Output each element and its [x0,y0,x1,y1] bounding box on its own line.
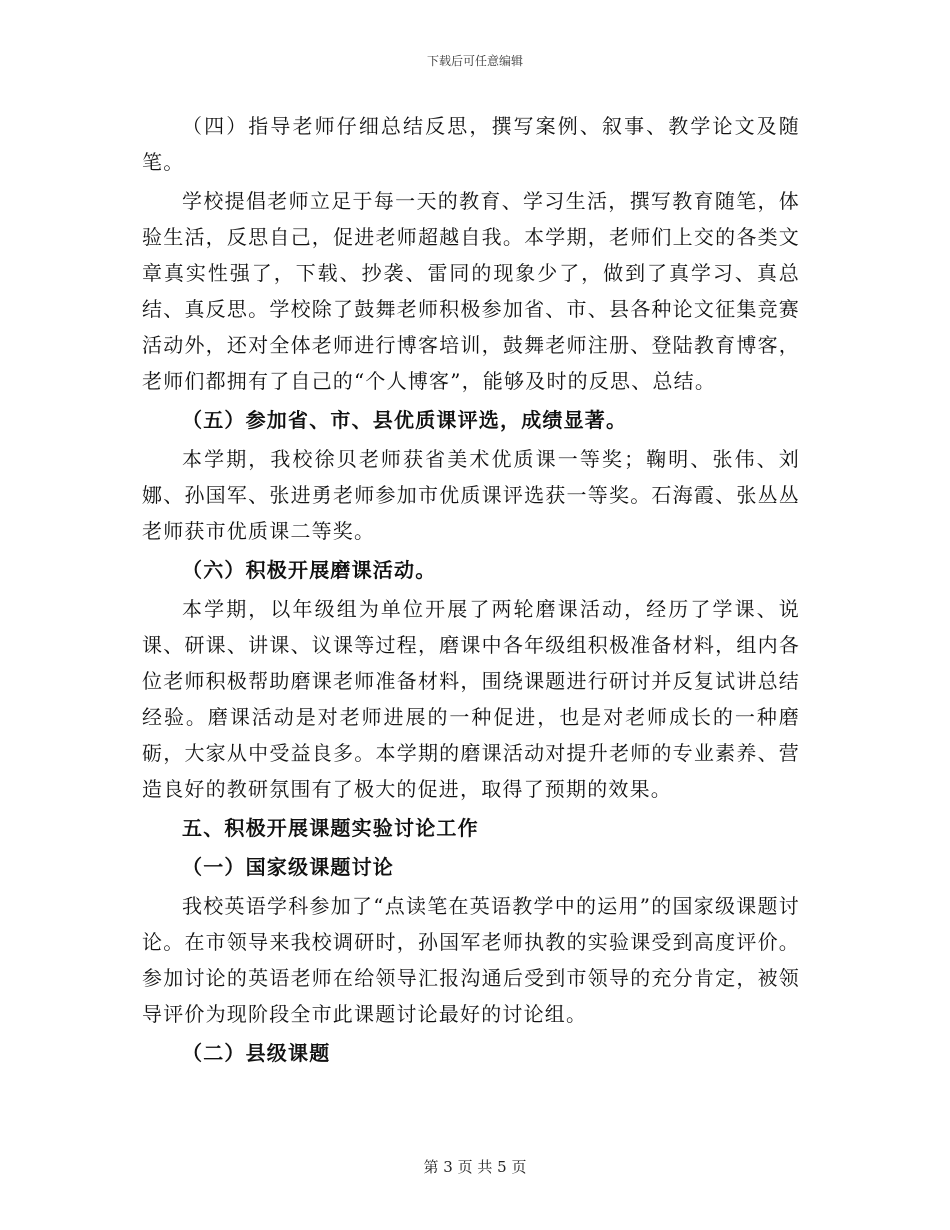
page-header-note: 下载后可任意编辑 [426,54,523,68]
heading-five-quality-lessons: （五）参加省、市、县优质课评选，成绩显著。 [182,408,628,432]
heading-national-project: （一）国家级课题讨论 [182,855,394,879]
paragraph-essay-writing: 学校提倡老师立足于每一天的教育、学习生活，撰写教育随笔，体验生活，反思自己，促进老师超越自我。本学期，老师们上交的各类文章真实性强了，下载、抄袭、雷同的现象少了，做到了真学习、真总结、真反思。学校除了鼓舞老师积极参加省、市、县各种论文征集竞赛活动外，还对全体老师进行博客培训，鼓舞老师注册、登陆教育博客，老师们都拥有了自己的“个人博客”，能够及时的反思、总结。 [142,189,800,393]
paragraph-english-project: 我校英语学科参加了“点读笔在英语教学中的运用”的国家级课题讨论。在市领导来我校调研时，孙国军老师执教的实验课受到高度评价。参加讨论的英语老师在给领导汇报沟通后受到市领导的充分肯定，被领导评价为现阶段全市此课题讨论最好的讨论组。 [142,894,800,1026]
paragraph-four-guidance: （四）指导老师仔细总结反思，撰写案例、叙事、教学论文及随笔。 [142,114,800,174]
heading-research-work: 五、积极开展课题实验讨论工作 [182,816,479,840]
document-body [142,108,800,1071]
paragraph-polishing-activity: 本学期，以年级组为单位开展了两轮磨课活动，经历了学课、说课、研课、讲课、议课等过程，磨课中各年级组积极准备材料，组内各位老师积极帮助磨课老师准备材料，围绕课题进行研讨并反复试讲总结经验。磨课活动是对老师进展的一种促进，也是对老师成长的一种磨砺，大家从中受益良多。本学期的磨课活动对提升老师的专业素养、营造良好的教研氛围有了极大的促进，取得了预期的效果。 [142,597,800,801]
heading-county-project: （二）县级课题 [182,1041,331,1065]
heading-six-polishing-lessons: （六）积极开展磨课活动。 [182,558,437,582]
paragraph-awards: 本学期，我校徐贝老师获省美术优质课一等奖；鞠明、张伟、刘娜、孙国军、张进勇老师参加市优质课评选获一等奖。石海霞、张丛丛老师获市优质课二等奖。 [142,447,800,543]
page-number: 第 3 页 共 5 页 [423,1158,527,1176]
